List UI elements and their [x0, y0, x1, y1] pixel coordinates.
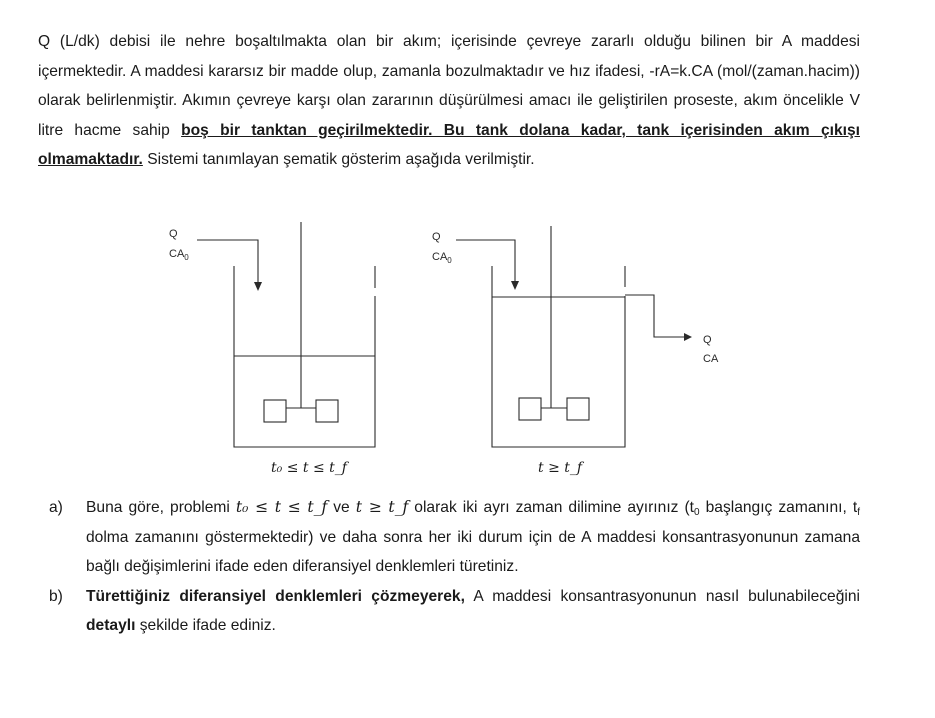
- tank2-vessel: [492, 266, 625, 447]
- question-b: [38, 582, 860, 641]
- qa-interval-1: t₀ ≤ t ≤ t_f: [235, 498, 328, 516]
- qb-bold-2: detaylı: [86, 617, 136, 634]
- qa-sub-0: 0: [694, 507, 700, 518]
- qa-text-1: Buna göre, problemi: [86, 499, 236, 516]
- tank2-caption: t ≥ t_f: [538, 460, 583, 476]
- question-b-marker: b): [49, 587, 63, 605]
- tank2-out-flow-label: Q: [703, 334, 712, 346]
- qa-text-2: ve: [327, 499, 356, 516]
- statement-emphasis: boş bir tanktan geçirilmektedir. Bu tank dolana kadar, tank içerisinden akım çıkışı olmamaktadır.: [38, 121, 860, 168]
- tank2-outlet-arrow: [684, 333, 692, 341]
- qa-text-3: olarak iki ayrı zaman dilimine ayırınız (t: [408, 499, 694, 516]
- qa-interval-2: t ≥ t_f: [355, 498, 409, 516]
- tank2-conc-text: CA: [432, 251, 448, 263]
- tank1-flow-label: Q: [169, 228, 178, 240]
- tank1-inlet-arrow: [254, 282, 262, 291]
- qa-text-4: başlangıç zamanını, t: [699, 499, 858, 516]
- tank1-inlet-pipe: [197, 240, 258, 286]
- statement-text-1: Q (L/dk) debisi ile nehre boşaltılmakta olan bir akım; içerisinde çevreye zararlı olduğu bilinen bir A maddesi içermektedir. A maddesi kararsız bir madde olup, zamanla bozulmaktadır ve hız ifadesi, -rA=k.CA (mol/(zaman.hacim)) olarak belirlenmiştir. Akımın çevreye karşı olan zararının düşürülmesi amacı ile geliştirilen proseste, akım öncelikle V litre hacme sahip: [38, 33, 860, 139]
- tank2-impeller-right: [567, 398, 589, 420]
- tank2-flow-label: Q: [432, 231, 441, 243]
- tank2-outlet-pipe: [625, 295, 685, 337]
- tank2-out-conc-label: CA: [703, 353, 719, 365]
- tank2-inlet-pipe: [456, 240, 515, 285]
- qb-text-1: A maddesi konsantrasyonunun nasıl bulunabileceğini: [464, 587, 860, 605]
- tank2-conc-sub: 0: [447, 256, 452, 265]
- tank2-inlet-arrow: [511, 281, 519, 290]
- tank1-impeller-left: [264, 400, 286, 422]
- qa-text-5: dolma zamanını göstermektedir) ve daha sonra her iki durum için de A maddesi konsantrasyonunun zamana bağlı değişimlerini ifade eden diferansiyel denklemleri türetiniz.: [86, 528, 860, 575]
- question-list: [38, 493, 860, 641]
- tank1-caption: t₀ ≤ t ≤ t_f: [271, 460, 347, 476]
- tank1-conc-label: [169, 248, 189, 262]
- qb-bold-1: Türettiğiniz diferansiyel denklemleri çözmeyerek,: [86, 587, 465, 605]
- tank1-conc-sub: 0: [184, 253, 189, 262]
- question-a: [38, 493, 860, 582]
- qb-text-2: şekilde ifade ediniz.: [135, 617, 276, 634]
- tank1-conc-text: CA: [169, 248, 185, 260]
- qa-sub-f: f: [857, 507, 860, 518]
- tank1-impeller-right: [316, 400, 338, 422]
- statement-text-2: Sistemi tanımlayan şematik gösterim aşağıda verilmiştir.: [142, 151, 535, 168]
- tank2-impeller-left: [519, 398, 541, 420]
- question-a-marker: a): [49, 499, 63, 516]
- tank2-conc-label: [432, 251, 452, 265]
